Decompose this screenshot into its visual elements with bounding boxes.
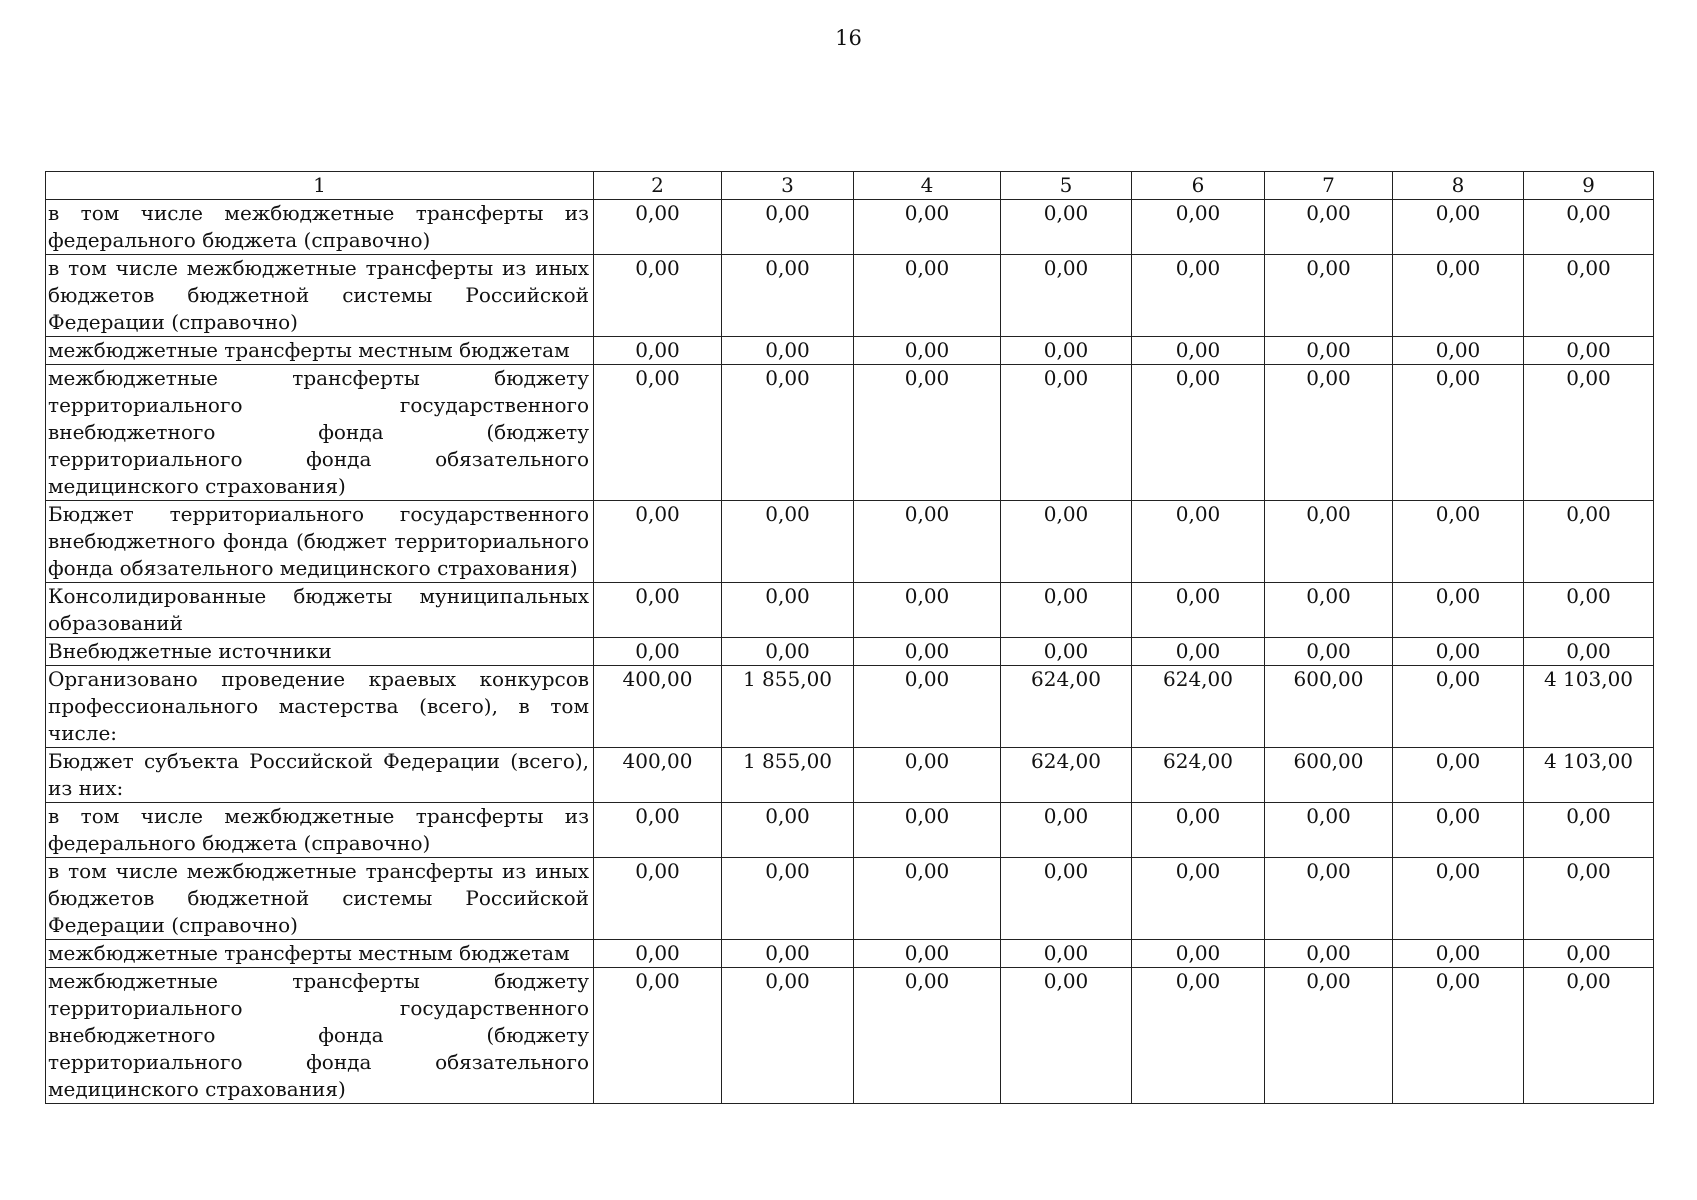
value-cell-col-3: 1 855,00 — [722, 666, 854, 748]
value-cell-col-7: 0,00 — [1265, 583, 1393, 638]
value-cell-col-4: 0,00 — [854, 748, 1001, 803]
row-label: в том числе межбюджетные трансферты из иных бюджетов бюджетной системы Российской Федерации (справочно) — [46, 255, 594, 337]
value-cell-col-4: 0,00 — [854, 940, 1001, 968]
table-header-row — [46, 172, 1654, 200]
value-cell-col-9: 0,00 — [1524, 858, 1654, 940]
value-cell-col-4: 0,00 — [854, 337, 1001, 365]
column-header-6: 6 — [1132, 172, 1265, 200]
page-number: 16 — [835, 26, 862, 50]
value-cell-col-5: 624,00 — [1001, 666, 1132, 748]
value-cell-col-8: 0,00 — [1393, 583, 1524, 638]
value-cell-col-2: 0,00 — [594, 968, 722, 1104]
table-row — [46, 583, 1654, 638]
budget-table-container — [45, 171, 1653, 1104]
value-cell-col-2: 0,00 — [594, 501, 722, 583]
value-cell-col-3: 0,00 — [722, 337, 854, 365]
row-label: Внебюджетные источники — [46, 638, 594, 666]
value-cell-col-2: 0,00 — [594, 940, 722, 968]
table-row — [46, 337, 1654, 365]
value-cell-col-3: 0,00 — [722, 365, 854, 501]
value-cell-col-2: 0,00 — [594, 200, 722, 255]
value-cell-col-4: 0,00 — [854, 858, 1001, 940]
value-cell-col-6: 0,00 — [1132, 200, 1265, 255]
value-cell-col-7: 0,00 — [1265, 255, 1393, 337]
value-cell-col-6: 0,00 — [1132, 501, 1265, 583]
row-label: Организовано проведение краевых конкурсов профессионального мастерства (всего), в том числе: — [46, 666, 594, 748]
column-header-5: 5 — [1001, 172, 1132, 200]
value-cell-col-7: 600,00 — [1265, 666, 1393, 748]
value-cell-col-2: 0,00 — [594, 638, 722, 666]
value-cell-col-9: 4 103,00 — [1524, 666, 1654, 748]
value-cell-col-6: 0,00 — [1132, 365, 1265, 501]
value-cell-col-6: 0,00 — [1132, 968, 1265, 1104]
value-cell-col-9: 0,00 — [1524, 255, 1654, 337]
value-cell-col-5: 0,00 — [1001, 858, 1132, 940]
column-header-2: 2 — [594, 172, 722, 200]
row-label: в том числе межбюджетные трансферты из федерального бюджета (справочно) — [46, 803, 594, 858]
value-cell-col-3: 0,00 — [722, 583, 854, 638]
value-cell-col-7: 0,00 — [1265, 501, 1393, 583]
value-cell-col-7: 0,00 — [1265, 968, 1393, 1104]
column-header-1: 1 — [46, 172, 594, 200]
table-row — [46, 255, 1654, 337]
value-cell-col-8: 0,00 — [1393, 337, 1524, 365]
column-header-3: 3 — [722, 172, 854, 200]
value-cell-col-5: 0,00 — [1001, 365, 1132, 501]
value-cell-col-4: 0,00 — [854, 803, 1001, 858]
value-cell-col-6: 0,00 — [1132, 583, 1265, 638]
value-cell-col-2: 0,00 — [594, 365, 722, 501]
value-cell-col-5: 0,00 — [1001, 638, 1132, 666]
value-cell-col-3: 0,00 — [722, 940, 854, 968]
value-cell-col-2: 400,00 — [594, 666, 722, 748]
value-cell-col-6: 0,00 — [1132, 255, 1265, 337]
value-cell-col-5: 624,00 — [1001, 748, 1132, 803]
column-header-9: 9 — [1524, 172, 1654, 200]
value-cell-col-4: 0,00 — [854, 200, 1001, 255]
value-cell-col-5: 0,00 — [1001, 255, 1132, 337]
value-cell-col-9: 0,00 — [1524, 200, 1654, 255]
row-label: межбюджетные трансферты бюджету территориального государственного внебюджетного фонда (бюджету территориального фонда обязательного медицинского страхования) — [46, 365, 594, 501]
budget-table — [45, 171, 1654, 1104]
table-row — [46, 501, 1654, 583]
column-header-4: 4 — [854, 172, 1001, 200]
table-row — [46, 200, 1654, 255]
value-cell-col-7: 0,00 — [1265, 337, 1393, 365]
value-cell-col-7: 0,00 — [1265, 365, 1393, 501]
value-cell-col-5: 0,00 — [1001, 200, 1132, 255]
value-cell-col-8: 0,00 — [1393, 365, 1524, 501]
table-row — [46, 365, 1654, 501]
row-label: Бюджет субъекта Российской Федерации (всего), из них: — [46, 748, 594, 803]
value-cell-col-8: 0,00 — [1393, 666, 1524, 748]
value-cell-col-8: 0,00 — [1393, 255, 1524, 337]
value-cell-col-2: 0,00 — [594, 255, 722, 337]
value-cell-col-7: 600,00 — [1265, 748, 1393, 803]
value-cell-col-6: 0,00 — [1132, 337, 1265, 365]
value-cell-col-9: 0,00 — [1524, 968, 1654, 1104]
value-cell-col-9: 0,00 — [1524, 803, 1654, 858]
value-cell-col-5: 0,00 — [1001, 501, 1132, 583]
value-cell-col-3: 0,00 — [722, 501, 854, 583]
value-cell-col-8: 0,00 — [1393, 940, 1524, 968]
table-row — [46, 666, 1654, 748]
value-cell-col-3: 0,00 — [722, 803, 854, 858]
value-cell-col-6: 0,00 — [1132, 803, 1265, 858]
value-cell-col-8: 0,00 — [1393, 803, 1524, 858]
table-row — [46, 803, 1654, 858]
value-cell-col-2: 400,00 — [594, 748, 722, 803]
value-cell-col-3: 0,00 — [722, 200, 854, 255]
value-cell-col-5: 0,00 — [1001, 583, 1132, 638]
value-cell-col-2: 0,00 — [594, 803, 722, 858]
value-cell-col-7: 0,00 — [1265, 940, 1393, 968]
row-label: межбюджетные трансферты местным бюджетам — [46, 940, 594, 968]
value-cell-col-8: 0,00 — [1393, 968, 1524, 1104]
row-label: межбюджетные трансферты местным бюджетам — [46, 337, 594, 365]
table-row — [46, 638, 1654, 666]
row-label: в том числе межбюджетные трансферты из иных бюджетов бюджетной системы Российской Федерации (справочно) — [46, 858, 594, 940]
value-cell-col-8: 0,00 — [1393, 858, 1524, 940]
row-label: Консолидированные бюджеты муниципальных образований — [46, 583, 594, 638]
value-cell-col-5: 0,00 — [1001, 803, 1132, 858]
value-cell-col-7: 0,00 — [1265, 858, 1393, 940]
table-row — [46, 748, 1654, 803]
value-cell-col-9: 4 103,00 — [1524, 748, 1654, 803]
value-cell-col-3: 1 855,00 — [722, 748, 854, 803]
value-cell-col-7: 0,00 — [1265, 803, 1393, 858]
value-cell-col-8: 0,00 — [1393, 748, 1524, 803]
table-body — [46, 200, 1654, 1104]
value-cell-col-3: 0,00 — [722, 255, 854, 337]
table-row — [46, 940, 1654, 968]
value-cell-col-9: 0,00 — [1524, 501, 1654, 583]
value-cell-col-4: 0,00 — [854, 583, 1001, 638]
value-cell-col-7: 0,00 — [1265, 200, 1393, 255]
value-cell-col-2: 0,00 — [594, 858, 722, 940]
value-cell-col-4: 0,00 — [854, 501, 1001, 583]
value-cell-col-6: 0,00 — [1132, 858, 1265, 940]
row-label: в том числе межбюджетные трансферты из федерального бюджета (справочно) — [46, 200, 594, 255]
value-cell-col-2: 0,00 — [594, 337, 722, 365]
value-cell-col-8: 0,00 — [1393, 501, 1524, 583]
value-cell-col-8: 0,00 — [1393, 200, 1524, 255]
value-cell-col-4: 0,00 — [854, 666, 1001, 748]
column-header-8: 8 — [1393, 172, 1524, 200]
table-row — [46, 858, 1654, 940]
value-cell-col-9: 0,00 — [1524, 638, 1654, 666]
value-cell-col-8: 0,00 — [1393, 638, 1524, 666]
value-cell-col-5: 0,00 — [1001, 940, 1132, 968]
value-cell-col-6: 0,00 — [1132, 940, 1265, 968]
value-cell-col-7: 0,00 — [1265, 638, 1393, 666]
value-cell-col-6: 624,00 — [1132, 748, 1265, 803]
table-row — [46, 968, 1654, 1104]
value-cell-col-3: 0,00 — [722, 638, 854, 666]
value-cell-col-6: 624,00 — [1132, 666, 1265, 748]
value-cell-col-4: 0,00 — [854, 255, 1001, 337]
row-label: Бюджет территориального государственного внебюджетного фонда (бюджет территориального фонда обязательного медицинского страхования) — [46, 501, 594, 583]
value-cell-col-5: 0,00 — [1001, 968, 1132, 1104]
value-cell-col-4: 0,00 — [854, 638, 1001, 666]
value-cell-col-3: 0,00 — [722, 968, 854, 1104]
value-cell-col-9: 0,00 — [1524, 365, 1654, 501]
value-cell-col-9: 0,00 — [1524, 940, 1654, 968]
value-cell-col-4: 0,00 — [854, 968, 1001, 1104]
value-cell-col-2: 0,00 — [594, 583, 722, 638]
value-cell-col-4: 0,00 — [854, 365, 1001, 501]
value-cell-col-6: 0,00 — [1132, 638, 1265, 666]
column-header-7: 7 — [1265, 172, 1393, 200]
value-cell-col-9: 0,00 — [1524, 337, 1654, 365]
value-cell-col-3: 0,00 — [722, 858, 854, 940]
value-cell-col-9: 0,00 — [1524, 583, 1654, 638]
row-label: межбюджетные трансферты бюджету территориального государственного внебюджетного фонда (бюджету территориального фонда обязательного медицинского страхования) — [46, 968, 594, 1104]
value-cell-col-5: 0,00 — [1001, 337, 1132, 365]
